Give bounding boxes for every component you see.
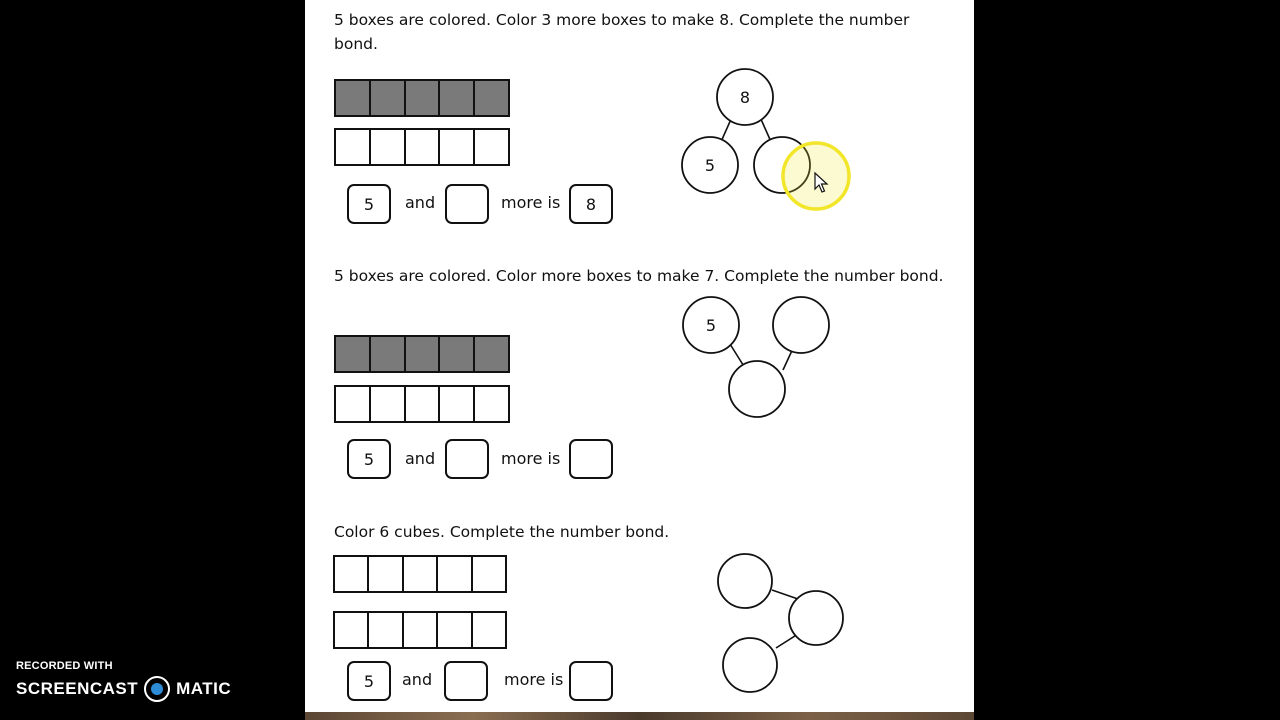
bond-part-value: 5 (705, 316, 717, 335)
frame-cell[interactable] (475, 337, 508, 371)
bond-part-value: 5 (704, 156, 716, 175)
and-label: and (402, 670, 433, 689)
problem-2-second-box[interactable] (445, 439, 489, 479)
frame-cell[interactable] (406, 387, 441, 421)
problem-1-top-frame (334, 79, 510, 117)
frame-cell[interactable] (475, 130, 508, 164)
problem-2-bottom-frame (334, 385, 510, 423)
problem-3-instruction: Color 6 cubes. Complete the number bond. (334, 523, 670, 541)
frame-cell[interactable] (335, 557, 369, 591)
frame-cell[interactable] (406, 337, 441, 371)
more-is-label: more is (501, 193, 561, 212)
bond-connector (772, 590, 798, 599)
frame-cell[interactable] (440, 387, 475, 421)
frame-cell[interactable] (406, 81, 441, 115)
frame-cell[interactable] (404, 557, 438, 591)
bond-part-circle[interactable] (718, 554, 772, 608)
problem-2-result-box[interactable] (569, 439, 613, 479)
problem-2-number-bond (670, 290, 870, 430)
more-is-label: more is (504, 670, 564, 689)
frame-cell[interactable] (440, 130, 475, 164)
watermark-brand (16, 676, 231, 702)
bond-connector (776, 634, 798, 648)
record-dot-icon (144, 676, 170, 702)
worksheet-page (305, 0, 974, 712)
problem-1-instruction: 5 boxes are colored. Color 3 more boxes to make 8. Complete the number bond. (334, 11, 910, 53)
bond-part-circle[interactable] (723, 638, 777, 692)
frame-cell[interactable] (440, 337, 475, 371)
problem-2-instruction: 5 boxes are colored. Color more boxes to make 7. Complete the number bond. (334, 267, 944, 285)
frame-cell[interactable] (473, 557, 505, 591)
frame-cell[interactable] (335, 613, 369, 647)
bond-whole-circle[interactable] (789, 591, 843, 645)
bond-whole-value: 8 (739, 88, 751, 107)
frame-cell[interactable] (438, 613, 472, 647)
frame-cell[interactable] (475, 387, 508, 421)
problem-3-bottom-frame (333, 611, 507, 649)
watermark-brand-left: SCREENCAST (16, 679, 139, 698)
more-is-label: more is (501, 449, 561, 468)
frame-cell[interactable] (371, 387, 406, 421)
recording-watermark (16, 660, 231, 702)
and-label: and (405, 449, 436, 468)
bond-whole-circle[interactable] (729, 361, 785, 417)
frame-cell[interactable] (336, 387, 371, 421)
problem-2-top-frame (334, 335, 510, 373)
watermark-recorded-with: RECORDED WITH (16, 660, 113, 672)
frame-cell[interactable] (371, 130, 406, 164)
problem-3-result-box[interactable] (569, 661, 613, 701)
frame-cell[interactable] (336, 337, 371, 371)
frame-cell[interactable] (438, 557, 472, 591)
frame-cell[interactable] (336, 130, 371, 164)
frame-cell[interactable] (369, 613, 403, 647)
problem-3-number-bond (710, 545, 860, 705)
problem-1-result-box[interactable]: 8 (569, 184, 613, 224)
and-label: and (405, 193, 436, 212)
problem-1-first-box[interactable]: 5 (347, 184, 391, 224)
frame-cell[interactable] (440, 81, 475, 115)
watermark-brand-right: MATIC (176, 679, 232, 698)
frame-cell[interactable] (336, 81, 371, 115)
problem-1-bottom-frame (334, 128, 510, 166)
frame-cell[interactable] (371, 81, 406, 115)
frame-cell[interactable] (475, 81, 508, 115)
frame-cell[interactable] (406, 130, 441, 164)
problem-1-second-box[interactable] (445, 184, 489, 224)
frame-cell[interactable] (369, 557, 403, 591)
problem-3-first-box[interactable]: 5 (347, 661, 391, 701)
problem-2-first-box[interactable]: 5 (347, 439, 391, 479)
bond-part-circle[interactable] (773, 297, 829, 353)
background-strip (305, 712, 974, 720)
frame-cell[interactable] (473, 613, 505, 647)
cursor-highlight (775, 135, 865, 225)
frame-cell[interactable] (371, 337, 406, 371)
problem-3-top-frame (333, 555, 507, 593)
frame-cell[interactable] (404, 613, 438, 647)
problem-3-second-box[interactable] (444, 661, 488, 701)
